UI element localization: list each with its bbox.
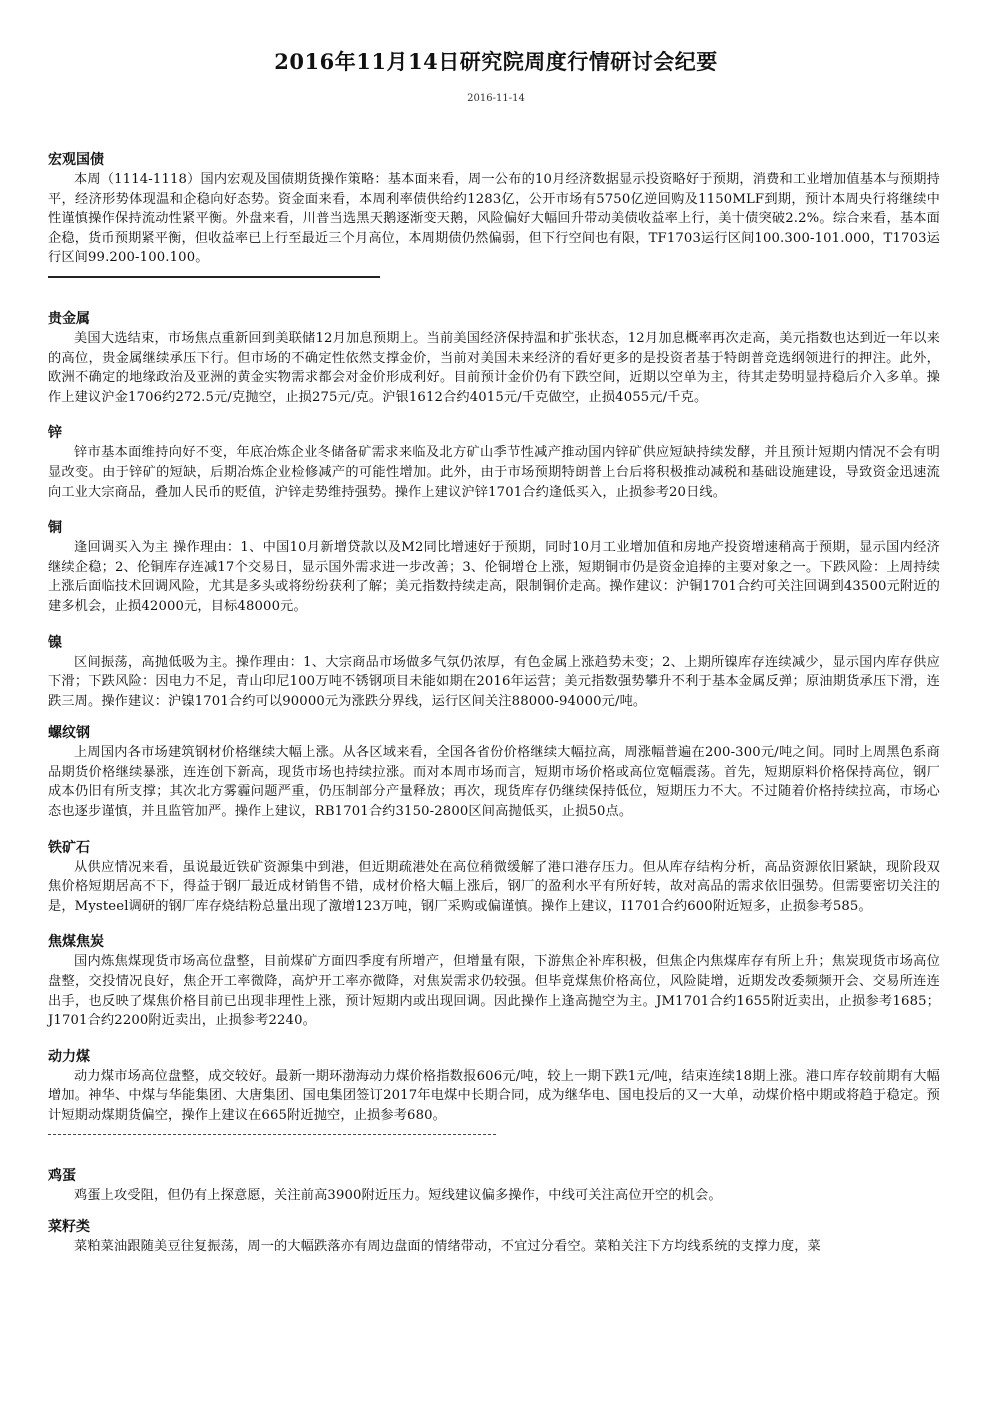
section-text: 国内炼焦煤现货市场高位盘整，目前煤矿方面四季度有所增产，但增量有限，下游焦企补库积极，但焦企内焦煤库存有所上升；焦炭现货市场高位盘整，交投情况良好，焦企开工率微降，高炉开工率亦微降，对焦炭需求仍较强。但毕竟煤焦价格高位，风险陡增，近期发改委频频开会、交易所连连出手，也反映了煤焦价格目前已出现非理性上涨，预计短期内或出现回调。因此操作上逢高抛空为主。JM1701合约1655附近卖出，止损参考1685；J1701合约2200附近卖出，止损参考2240。	[48, 954, 940, 1029]
section-heading: 锌	[48, 425, 62, 442]
section-nickel	[48, 633, 940, 712]
section-heading: 铁矿石	[48, 839, 90, 856]
section-copper	[48, 518, 940, 616]
section-text: 美国大选结束，市场焦点重新回到美联储12月加息预期上。当前美国经济保持温和扩张状态，12月加息概率再次走高，美元指数也达到近一年以来的高位，贵金属继续承压下行。但市场的不确定性依然支撑金价，当前对美国未来经济的看好更多的是投资者基于特朗普竞选纲领进行的押注。此外，欧洲不确定的地缘政治及亚洲的黄金实物需求都会对金价形成利好。目前预计金价仍有下跌空间，近期以空单为主，待其走势明显持稳后介入多单。操作上建议沪金1706约272.5元/克抛空，止损275元/克。沪银1612合约4015元/千克做空，止损4055元/千克。	[48, 330, 940, 405]
section-gold	[48, 309, 940, 407]
section-text: 菜粕菜油跟随美豆往复振荡，周一的大幅跌落亦有周边盘面的情绪带动，不宜过分看空。菜粕关注下方均线系统的支撑力度，菜	[74, 1239, 821, 1255]
section-text: 本周（1114-1118）国内宏观及国债期货操作策略：基本面来看，周一公布的10月经济数据显示投资略好于预期，消费和工业增加值基本与预期持平，经济形势体现温和企稳向好态势。资金面来看，本周利率债供给约1283亿，公开市场有5750亿逆回购及1150MLF到期，预计本周央行将继续中性谨慎操作保持流动性紧平衡。外盘来看，川普当选黑天鹅逐渐变天鹅，风险偏好大幅回升带动美债收益率上行，美十债突破2.2%。综合来看，基本面企稳，货币预期紧平衡，但收益率已上行至最近三个月高位，本周期债仍然偏弱，但下行空间也有限，TF1703运行区间100.300-101.000，T1703运行区间99.200-100.100。	[48, 172, 940, 266]
section-macro	[48, 150, 940, 278]
section-heading: 菜籽类	[48, 1219, 90, 1236]
section-coking-coal	[48, 932, 940, 1030]
section-heading: 铜	[48, 520, 62, 537]
document-body	[48, 150, 940, 1257]
section-heading: 贵金属	[48, 310, 90, 327]
section-text: 区间振荡，高抛低吸为主。操作理由：1、大宗商品市场做多气氛仍浓厚，有色金属上涨趋势未变；2、上期所镍库存连续减少，显示国内库存供应下滑；下跌风险：因电力不足，青山印尼100万吨不锈钢项目未能如期在2016年运营；美元指数强势攀升不利于基本金属反弹；原油期货承压下滑，连跌三周。操作建议：沪镍1701合约可以90000元为涨跌分界线，运行区间关注88000-94000元/吨。	[48, 654, 940, 709]
section-text: 动力煤市场高位盘整，成交较好。最新一期环渤海动力煤价格指数报606元/吨，较上一期下跌1元/吨，结束连续18期上涨。港口库存较前期有大幅增加。神华、中煤与华能集团、大唐集团、国电集团签订2017年电煤中长期合同，成为继华电、国电投后的又一大单，动煤价格中期或将趋于稳定。预计短期动煤期货偏空，操作上建议在665附近抛空，止损参考680。	[48, 1068, 940, 1123]
section-text: 逢回调买入为主 操作理由：1、中国10月新增贷款以及M2同比增速好于预期，同时10月工业增加值和房地产投资增速稍高于预期，显示国内经济继续企稳；2、伦铜库存连减17个交易日，显示国外需求进一步改善；3、伦铜增仓上涨，短期铜市仍是资金追捧的主要对象之一。下跌风险：上周持续上涨后面临技术回调风险，尤其是多头或将纷纷获利了解；美元指数持续走高，限制铜价走高。操作建议：沪铜1701合约可关注回调到43500元附近的建多机会，止损42000元，目标48000元。	[48, 540, 940, 614]
section-rapeseed	[48, 1217, 940, 1257]
section-rebar	[48, 723, 940, 821]
section-heading: 鸡蛋	[48, 1167, 76, 1184]
section-iron-ore	[48, 838, 940, 917]
section-zinc	[48, 423, 940, 502]
section-text: 鸡蛋上攻受阻，但仍有上探意愿，关注前高3900附近压力。短线建议偏多操作，中线可关注高位开空的机会。	[74, 1187, 722, 1203]
section-text: 上周国内各市场建筑钢材价格继续大幅上涨。从各区域来看，全国各省份价格继续大幅拉高，周涨幅普遍在200-300元/吨之间。同时上周黑色系商品期货价格继续暴涨，连连创下新高，现货市场也持续拉涨。而对本周市场而言，短期市场价格或高位宽幅震荡。首先，短期原料价格保持高位，钢厂成本仍旧有所支撑；其次北方雾霾问题严重，仍压制部分产量释放；再次，现货库存仍继续保持低位，短期压力不大。不过随着价格持续拉高，市场心态也逐步谨慎，并且监管加严。操作上建议，RB1701合约3150-2800区间高抛低买，止损50点。	[48, 745, 940, 820]
section-thermal-coal	[48, 1047, 940, 1135]
section-heading: 宏观国债	[48, 152, 104, 168]
page-date: 2016-11-14	[467, 93, 525, 104]
section-text: 锌市基本面维持向好不变，年底冶炼企业冬储备矿需求来临及北方矿山季节性减产推动国内锌矿供应短缺持续发酵，并且预计短期内情况不会有明显改变。由于锌矿的短缺，后期冶炼企业检修减产的可能性增加。此外，由于市场预期特朗普上台后将积极推动减税和基础设施建设，导致资金迅速流向工业大宗商品，叠加人民币的贬值，沪锌走势维持强势。操作上建议沪锌1701合约逢低买入，止损参考20日线。	[48, 445, 940, 500]
section-heading: 螺纹钢	[48, 725, 90, 742]
section-heading: 焦煤焦炭	[48, 934, 104, 951]
section-heading: 动力煤	[48, 1048, 90, 1065]
section-text: 从供应情况来看，虽说最近铁矿资源集中到港，但近期疏港处在高位稍微缓解了港口港存压力。但从库存结构分析，高品资源依旧紧缺，现阶段双焦价格短期居高不下，得益于钢厂最近成材销售不错，成材价格大幅上涨后，钢厂的盈利水平有所好转，故对高品的需求依旧强势。但需要密切关注的是，Mysteel调研的钢厂库存烧结粉总量出现了激增123万吨，钢厂采购或偏谨慎。操作上建议，I1701合约600附近短多，止损参考585。	[48, 859, 940, 914]
section-heading: 镍	[48, 634, 62, 651]
page-title: 2016年11月14日研究院周度行情研讨会纪要	[274, 49, 718, 74]
section-egg	[48, 1166, 940, 1206]
